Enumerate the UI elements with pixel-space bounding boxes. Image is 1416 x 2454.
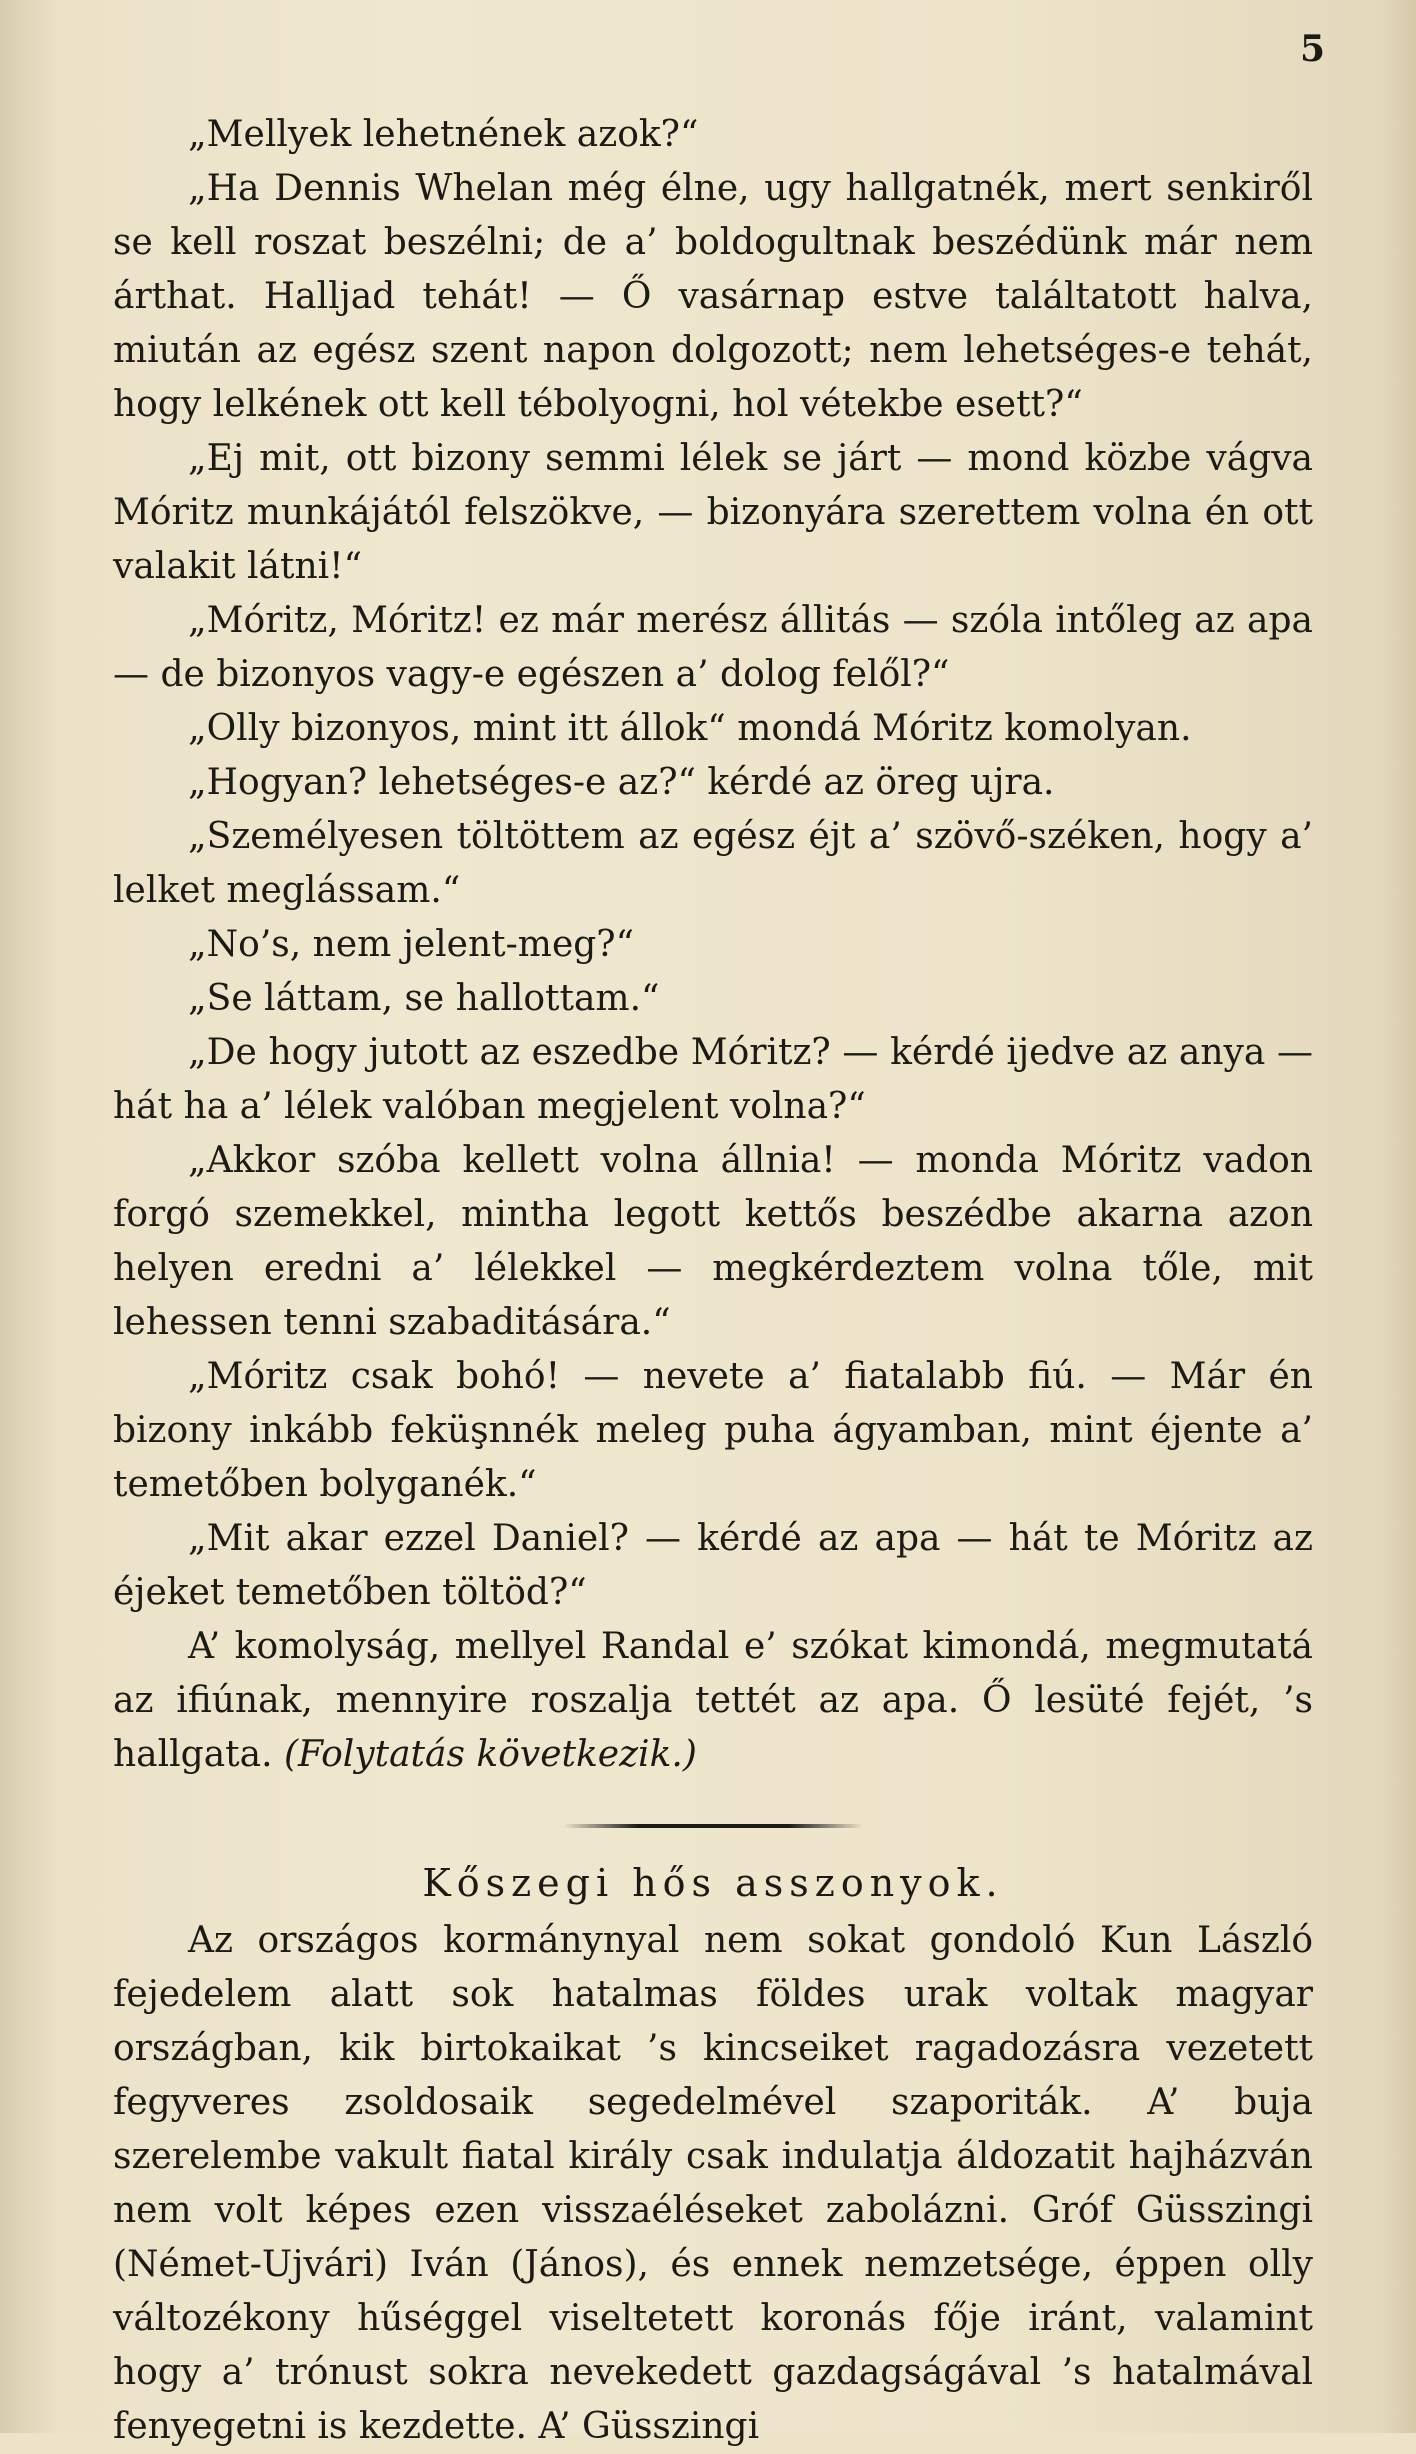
paragraph: „Móritz csak bohó! — nevete a’ fiatalabb fiú. — Már én bizony inkább feküşnnék meleg puha ágyamban, mint éjente a’ temetőben bolyganék.“ — [113, 1356, 1313, 1505]
paragraph: „Ej mit, ott bizony semmi lélek se járt — mond közbe vágva Móritz munkájától felszökve, — bizonyára szerettem volna én ott valakit látni!“ — [113, 438, 1313, 587]
paragraph: „Ha Dennis Whelan még élne, ugy hallgatnék, mert senkiről se kell roszat beszélni; de a’ boldogultnak beszédünk már nem árthat. Halljad tehát! — Ő vasárnap estve találtatott halva, miután az egész szent napon dolgozott; nem lehetséges-e tehát, hogy lelkének ott kell tébolyogni, hol vétekbe esett?“ — [113, 168, 1313, 425]
last-paragraph-text: A’ komolyság, mellyel Randal e’ szókat kimondá, megmutatá az ifiúnak, mennyire roszalja tettét az apa. Ő lesüté fejét, ’s hallgata. — [113, 1626, 1313, 1775]
paragraph: „Olly bizonyos, mint itt állok“ mondá Móritz komolyan. — [188, 708, 1192, 749]
last-paragraph — [113, 1620, 1313, 1782]
paragraph: „Akkor szóba kellett volna állnia! — monda Móritz vadon forgó szemekkel, mintha legott kettős beszédbe akarna azon helyen eredni a’ lélekkel — megkérdeztem volna tőle, mit lehessen tenni szabaditására.“ — [113, 1140, 1313, 1343]
paragraph: „Móritz, Móritz! ez már merész állitás — szóla intőleg az apa — de bizonyos vagy-e egészen a’ dolog felől?“ — [113, 600, 1313, 695]
continuation-note: (Folytatás következik.) — [284, 1734, 697, 1775]
section-divider — [563, 1824, 863, 1828]
paragraph: „Mit akar ezzel Daniel? — kérdé az apa — hát te Móritz az éjeket temetőben töltöd?“ — [113, 1518, 1313, 1613]
paragraph: „De hogy jutott az eszedbe Móritz? — kérdé ijedve az anya — hát ha a’ lélek valóban megjelent volna?“ — [113, 1032, 1313, 1127]
paragraph: „Hogyan? lehetséges-e az?“ kérdé az öreg ujra. — [188, 762, 1055, 803]
paragraph: „Mellyek lehetnének azok?“ — [188, 114, 699, 155]
page-number: 5 — [1299, 28, 1326, 70]
section-title: Kőszegi hős asszonyok. — [422, 1861, 1004, 1905]
section-paragraph: Az országos kormánynyal nem sokat gondoló Kun László fejedelem alatt sok hatalmas földes urak voltak magyar országban, kik birtokaikat ’s kincseiket ragadozásra vezetett fegyveres zsoldosaik segedelmével szaporiták. A’ buja szerelembe vakult fiatal király csak indulatja áldozatit hajházván nem volt képes ezen visszaéléseket zabolázni. Gróf Güsszingi (Német-Ujvári) Iván (János), és ennek nemzetsége, éppen olly változékony hűséggel viseltetett koronás fője iránt, valamint hogy a’ trónust sokra nevekedett gazdagságával ’s hatalmával fenyegetni is kezdette. A’ Güsszingi — [113, 1920, 1313, 2447]
main-text — [113, 108, 1313, 2454]
paragraph: „Személyesen töltöttem az egész éjt a’ szövő-széken, hogy a’ lelket meglássam.“ — [113, 816, 1313, 911]
paragraph: „No’s, nem jelent-meg?“ — [188, 924, 634, 965]
paragraph: „Se láttam, se hallottam.“ — [188, 978, 660, 1019]
